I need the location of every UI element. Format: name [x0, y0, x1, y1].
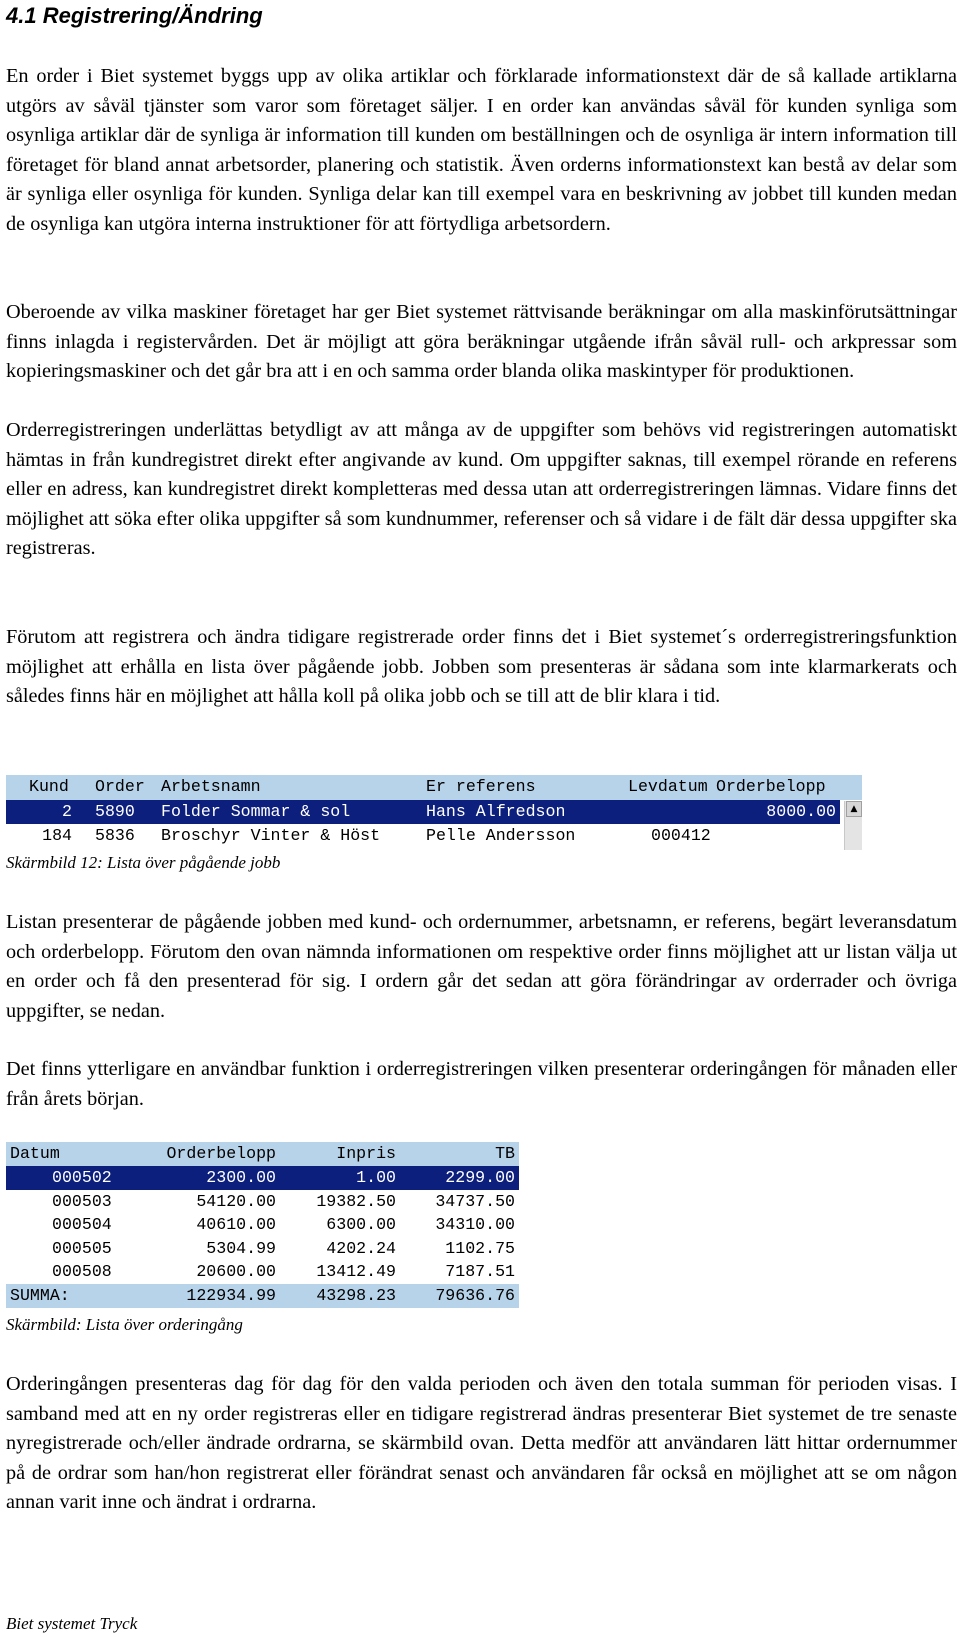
cell-inpris: 1.00: [356, 1168, 396, 1187]
cell-orderbelopp: [706, 824, 836, 848]
order-intake-table: [6, 1142, 519, 1309]
cell-tb: 2299.00: [445, 1168, 515, 1187]
table-row[interactable]: [6, 1213, 519, 1237]
cell-levdatum: 000412: [651, 826, 711, 845]
cell-tb: 34737.50: [435, 1191, 515, 1211]
col-header-orderbelopp[interactable]: Orderbelopp: [166, 1144, 276, 1163]
cell-kund: 2: [62, 802, 72, 821]
cell-orderbelopp: 40610.00: [196, 1215, 276, 1234]
cell-referens: Hans Alfredson: [426, 802, 566, 821]
col-header-levdatum[interactable]: Levdatum: [628, 777, 708, 796]
caption-ongoing-jobs: Skärmbild 12: Lista över pågående jobb: [6, 853, 281, 872]
cell-order: 5890: [95, 802, 135, 821]
cell-orderbelopp: 5304.99: [206, 1238, 276, 1258]
cell-tb: 34310.00: [435, 1215, 515, 1234]
cell-datum: 000508: [52, 1262, 112, 1281]
cell-tb: 7187.51: [445, 1262, 515, 1281]
table-row[interactable]: [6, 1237, 519, 1261]
cell-inpris: 13412.49: [316, 1262, 396, 1281]
col-header-inpris[interactable]: Inpris: [336, 1144, 396, 1163]
cell-referens: Pelle Andersson: [426, 826, 576, 845]
col-header-datum[interactable]: Datum: [10, 1144, 60, 1163]
vertical-scrollbar[interactable]: [844, 801, 862, 850]
paragraph-intro: En order i Biet systemet byggs upp av olika artiklar och förklarade informationstext där de så kallade artiklarna utgörs av såväl tjänster som varor som företaget säljer. I en order kan användas såväl för kunden synliga som osynliga artiklar där de synliga är information till kunden om beställningen och de osynliga är intern information till företaget för bland annat arbetsorder, planering och statistik. Även orderns informationstext kan bestå av delar som är synliga eller osynliga för kunden. Synliga delar kan till exempel vara en beskrivning av jobbet till kunden medan de osynliga kan utgöra interna instruktioner för att förtydliga arbetsordern.: [6, 65, 957, 235]
total-orderbelopp: 122934.99: [186, 1286, 276, 1305]
total-row: [6, 1284, 519, 1308]
cell-order: 5836: [95, 826, 135, 845]
orders-header-row: [6, 1142, 519, 1166]
col-header-order[interactable]: Order: [95, 777, 145, 796]
cell-datum: 000503: [52, 1191, 112, 1211]
table-row[interactable]: [6, 1190, 519, 1214]
col-header-arbetsnamn[interactable]: Arbetsnamn: [161, 777, 261, 796]
section-heading: 4.1 Registrering/Ändring: [6, 3, 263, 28]
cell-inpris: 4202.24: [326, 1238, 396, 1258]
cell-datum: 000505: [52, 1238, 112, 1258]
cell-orderbelopp: 20600.00: [196, 1262, 276, 1281]
paragraph-order-intake-details: Orderingången presenteras dag för dag för den valda perioden och även den totala summan för perioden visas. I samband med att en ny order registreras eller en tidigare registrerad ändras presenterar Biet systemet de tre senaste nyregistrerade och/eller ändrade ordrarna, se skärmbild ovan. Detta medför att användaren lätt hittar ordernummer på de ordrar som han/hon registrerat eller förändrat senast och användaren får också en möjlighet att se om någon annan varit inne och ändrat i ordrarna.: [6, 1373, 957, 1513]
cell-inpris: 6300.00: [326, 1215, 396, 1234]
cell-tb: 1102.75: [445, 1238, 515, 1258]
ongoing-jobs-list: [6, 775, 862, 850]
paragraph-list-description: Listan presenterar de pågående jobben med kund- och ordernummer, arbetsnamn, er referens, begärt leveransdatum och orderbelopp. Förutom den ovan nämnda informationen om respektive order finns möjlighet att ur listan välja ut en order och få den presenterad för sig. I ordern går det sedan att göra förändringar av orderrader och övriga uppgifter, se nedan.: [6, 911, 957, 1022]
total-inpris: 43298.23: [316, 1286, 396, 1305]
table-row[interactable]: [6, 1166, 519, 1190]
cell-orderbelopp: 54120.00: [196, 1191, 276, 1211]
total-label: SUMMA:: [10, 1286, 70, 1305]
cell-datum: 000502: [52, 1168, 112, 1187]
table-row[interactable]: [6, 824, 840, 848]
cell-orderbelopp: 2300.00: [206, 1168, 276, 1187]
cell-arbetsnamn: Broschyr Vinter & Höst: [161, 826, 381, 845]
paragraph-registration: Orderregistreringen underlättas betydligt av att många av de uppgifter som behövs vid registreringen automatiskt hämtas in från kundregistret direkt efter angivande av kund. Om uppgifter saknas, till exempel rörande en referens eller en adress, kan kundregistret direkt kompletteras med dessa utan att orderregistreringen lämnas. Vidare finns det möjlighet att söka efter olika uppgifter så som kundnummer, referenser och så vidare i de fält där dessa uppgifter ska registreras.: [6, 419, 957, 559]
col-header-tb[interactable]: TB: [495, 1144, 515, 1163]
cell-arbetsnamn: Folder Sommar & sol: [161, 802, 351, 821]
scroll-up-icon[interactable]: ▲: [846, 801, 862, 817]
cell-orderbelopp: 8000.00: [766, 802, 836, 821]
jobs-header-row: [6, 775, 862, 800]
page-footer: Biet systemet Tryck: [6, 1614, 138, 1633]
col-header-orderbelopp[interactable]: Orderbelopp: [716, 777, 826, 796]
cell-datum: 000504: [52, 1215, 112, 1234]
table-row[interactable]: [6, 800, 840, 824]
col-header-kund[interactable]: Kund: [29, 777, 69, 796]
paragraph-ongoing-jobs: Förutom att registrera och ändra tidigare registrerade order finns det i Biet systemet´s orderregistreringsfunktion möjlighet att erhålla en lista över pågående jobb. Jobben som presenteras är sådana som inte klarmarkerats och således finns här en möjlighet att hålla koll på olika jobb och se till att de blir klara i tid.: [6, 626, 957, 707]
cell-kund: 184: [42, 826, 72, 845]
caption-order-intake: Skärmbild: Lista över orderingång: [6, 1315, 243, 1334]
paragraph-machines: Oberoende av vilka maskiner företaget har ger Biet systemet rättvisande beräkningar om alla maskinförutsättningar finns inlagda i registervården. Det är möjligt att göra beräkningar utgående ifrån såväl rull- och arkpressar som kopieringsmaskiner och det går bra att i en och samma order blanda olika maskintyper för produktionen.: [6, 301, 957, 382]
total-tb: 79636.76: [435, 1286, 515, 1305]
cell-inpris: 19382.50: [316, 1191, 396, 1211]
table-row[interactable]: [6, 1260, 519, 1284]
col-header-er-referens[interactable]: Er referens: [426, 777, 536, 796]
paragraph-order-intake-intro: Det finns ytterligare en användbar funktion i orderregistreringen vilken presenterar orderingången för månaden eller från årets början.: [6, 1058, 957, 1110]
